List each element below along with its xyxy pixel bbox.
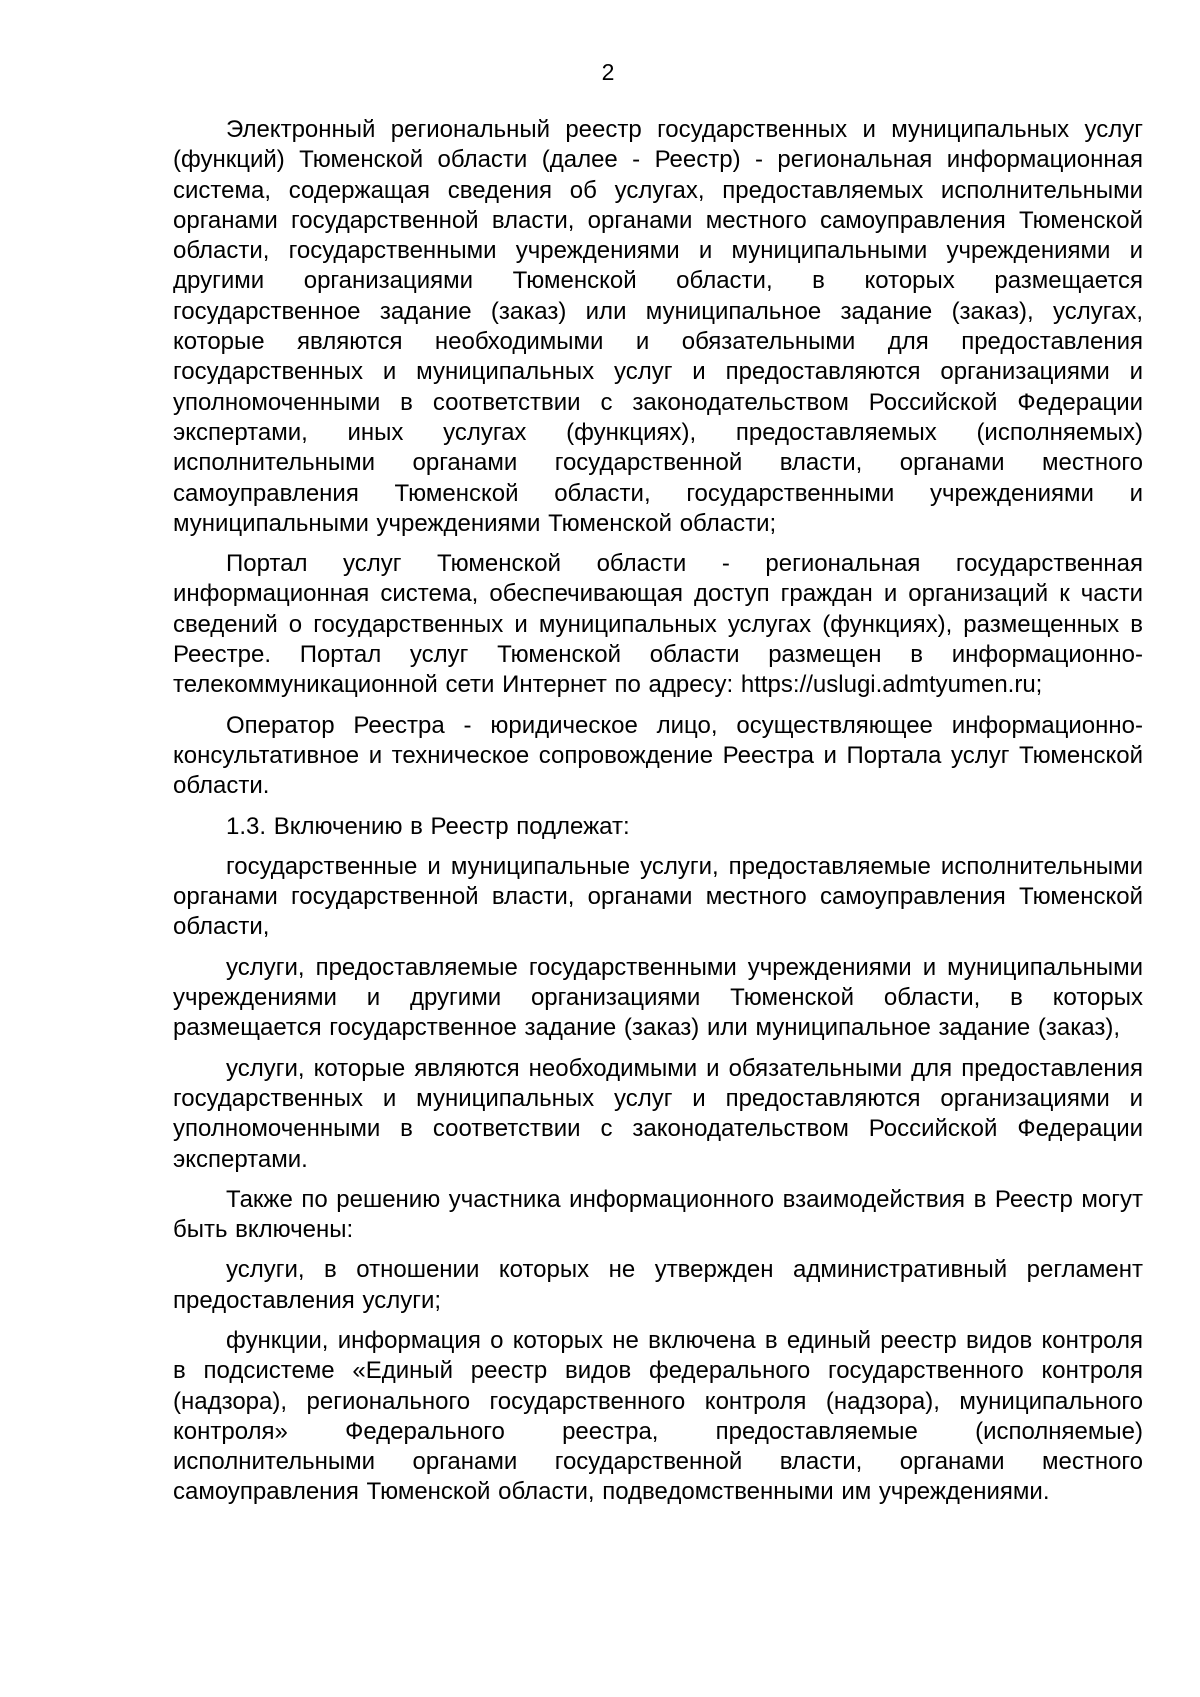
paragraph-required-services: услуги, которые являются необходимыми и обязательными для предоставления государственных и муниципальных услуг и предоставляются организациями и уполномоченными в соответствии с законодательством Российской Федерации экспертами. bbox=[173, 1054, 1143, 1173]
paragraph-section-1-3-heading: 1.3. Включению в Реестр подлежат: bbox=[226, 812, 630, 840]
paragraph-registry-definition: Электронный региональный реестр государственных и муниципальных услуг (функций) Тюменской области (далее - Реестр) - региональная информационная система, содержащая сведения об услугах, предоставляемых исполнительными органами государственной власти, органами местного самоуправления Тюменской области, государственными учреждениями и муниципальными учреждениями и другими организациями Тюменской области, в которых размещается государственное задание (заказ) или муниципальное задание (заказ), услугах, которые являются необходимыми и обязательными для предоставления государственных и муниципальных услуг и предоставляются организациями и уполномоченными в соответствии с законодательством Российской Федерации экспертами, иных услугах (функциях), предоставляемых (исполняемых) исполнительными органами государственной власти, органами местного самоуправления Тюменской области, государственными учреждениями и муниципальными учреждениями Тюменской области; bbox=[173, 116, 1143, 537]
paragraph-control-functions: функции, информация о которых не включена в единый реестр видов контроля в подсистеме «Единый реестр видов федерального государственного контроля (надзора), регионального государственного контроля (надзора), муниципального контроля» Федерального реестра, предоставляемые (исполняемые) исполнительными органами государственной власти, органами местного самоуправления Тюменской области, подведомственными им учреждениями. bbox=[173, 1326, 1143, 1506]
paragraph-optional-inclusion: Также по решению участника информационного взаимодействия в Реестр могут быть включены: bbox=[173, 1185, 1143, 1244]
page-number: 2 bbox=[601, 59, 615, 85]
paragraph-unregulated-services: услуги, в отношении которых не утвержден административный регламент предоставления услуги; bbox=[173, 1256, 1143, 1314]
document-body bbox=[173, 115, 1143, 1518]
paragraph-portal-definition: Портал услуг Тюменской области - региональная государственная информационная система, обеспечивающая доступ граждан и организаций к части сведений о государственных и муниципальных услугах (функциях), размещенных в Реестре. Портал услуг Тюменской области размещен в информационно-телекоммуникационной сети Интернет по адресу: https://uslugi.admtyumen.ru; bbox=[173, 550, 1143, 699]
paragraph-institution-services: услуги, предоставляемые государственными учреждениями и муниципальными учреждениями и другими организациями Тюменской области, в которых размещается государственное задание (заказ) или муниципальное задание (заказ), bbox=[173, 953, 1143, 1042]
paragraph-state-municipal-services: государственные и муниципальные услуги, предоставляемые исполнительными органами государственной власти, органами местного самоуправления Тюменской области, bbox=[173, 852, 1143, 941]
paragraph-operator-definition: Оператор Реестра - юридическое лицо, осуществляющее информационно-консультативное и техническое сопровождение Реестра и Портала услуг Тюменской области. bbox=[173, 711, 1143, 800]
